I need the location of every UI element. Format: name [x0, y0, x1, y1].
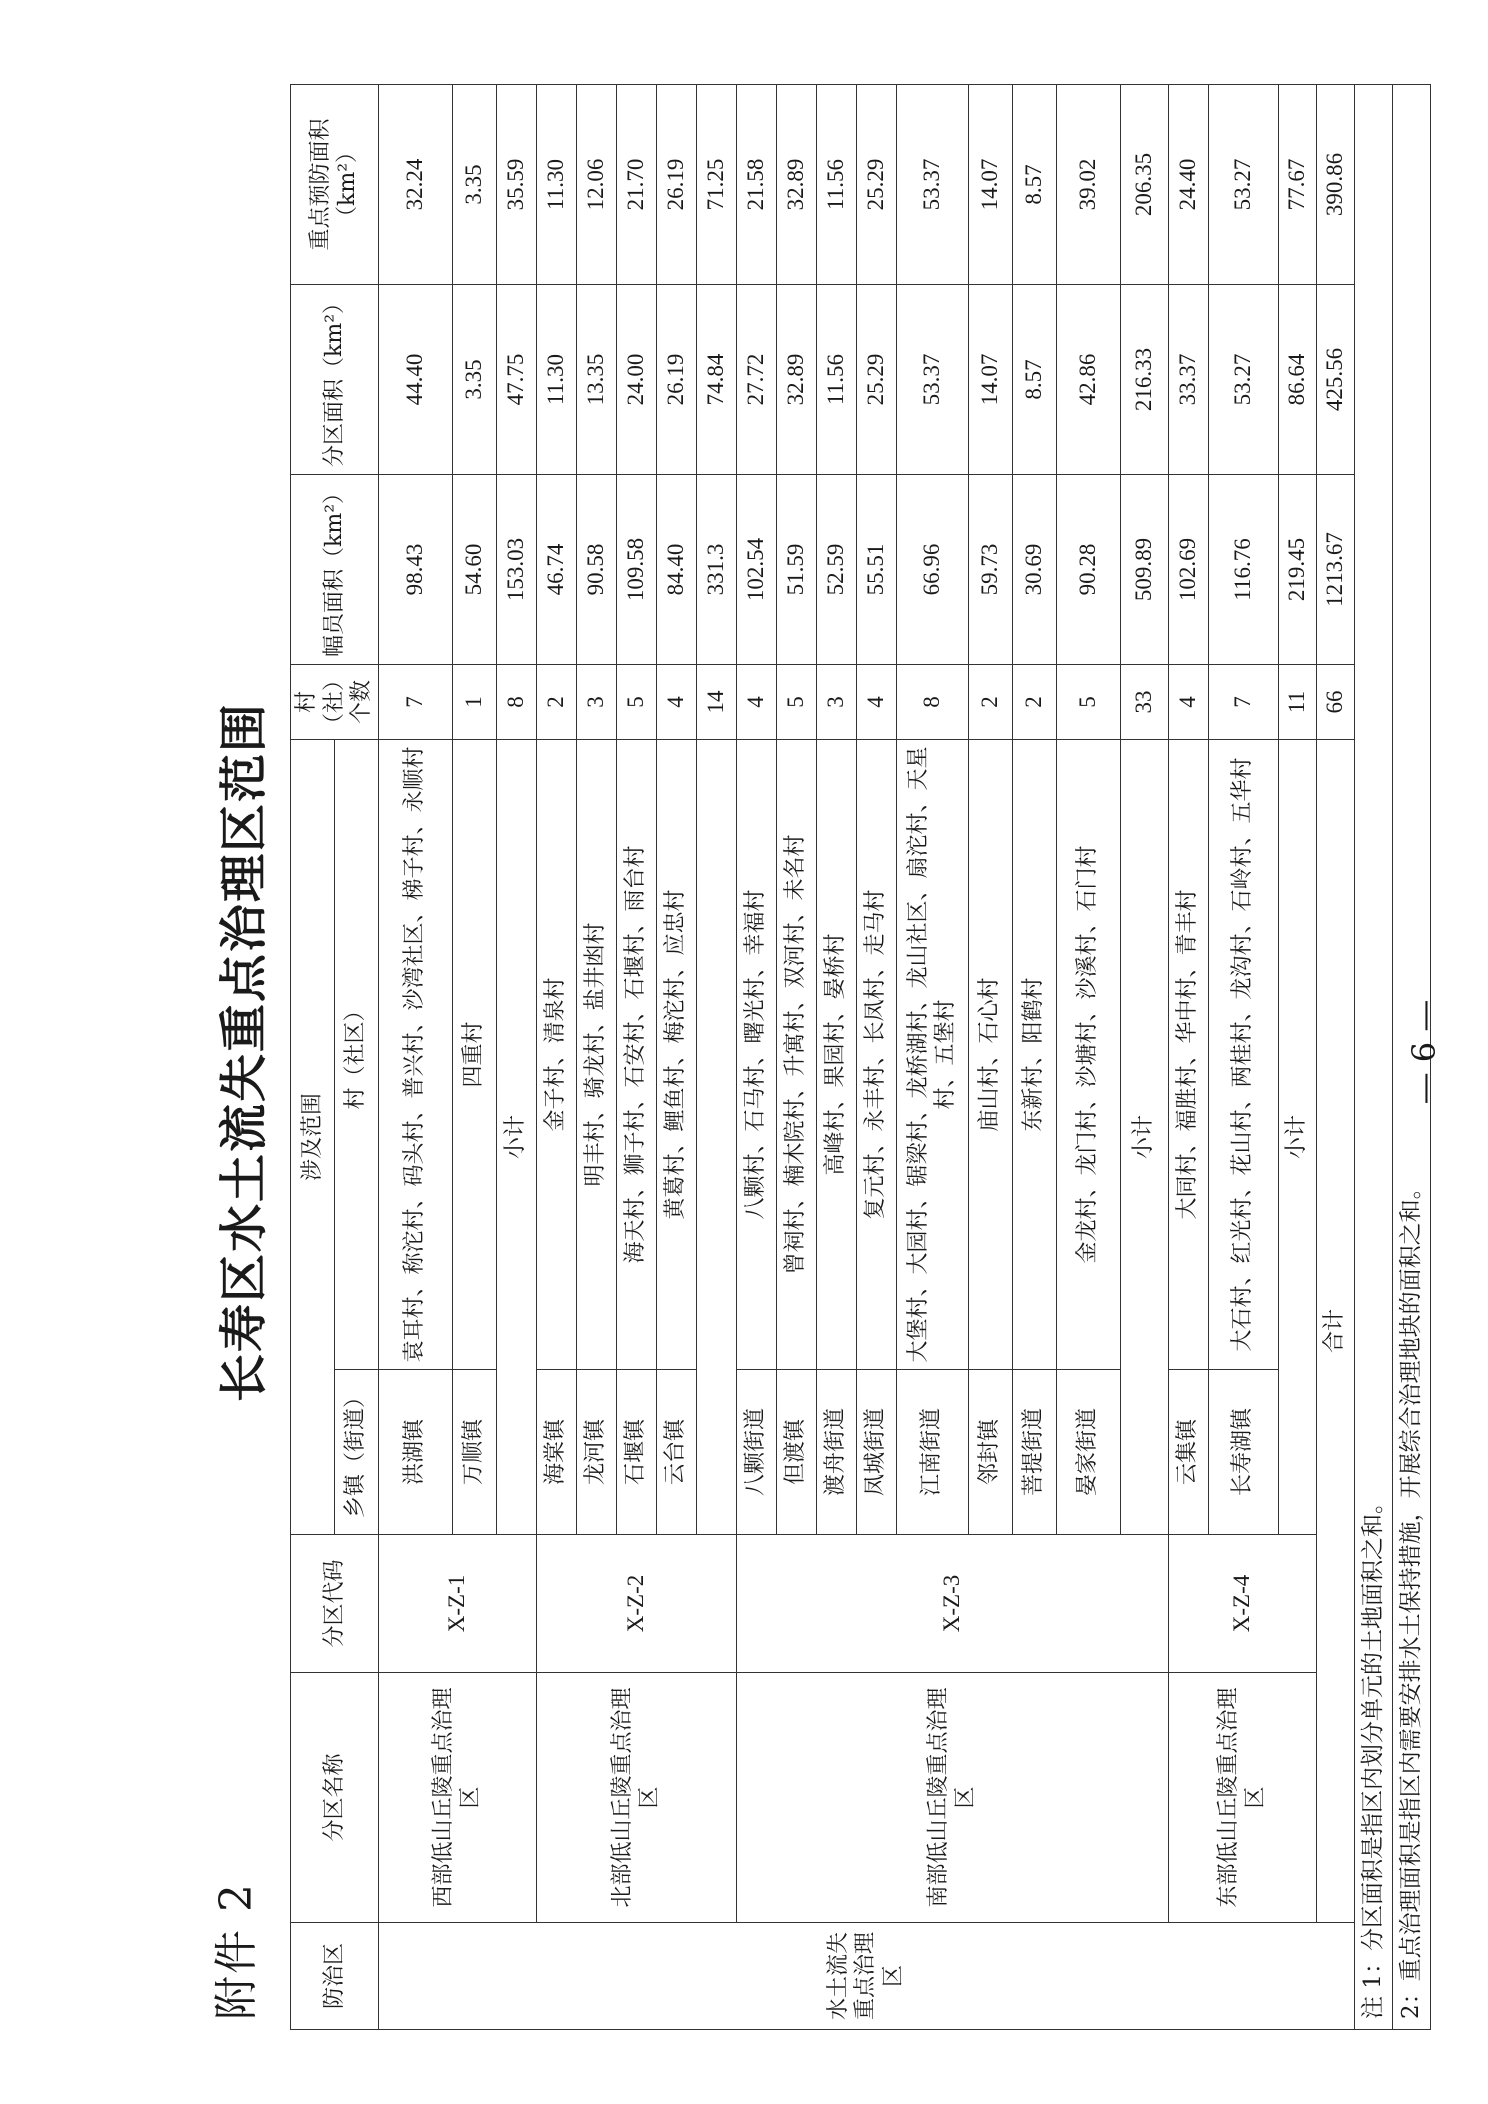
header-subzone-name: 分区名称 [291, 1673, 379, 1923]
town-cell: 但渡镇 [776, 1370, 816, 1535]
header-involved: 涉及范围 [291, 739, 335, 1534]
key-area-cell: 53.27 [1208, 84, 1278, 284]
subzone-code: X-Z-1 [378, 1535, 536, 1673]
key-area-cell: 25.29 [856, 84, 896, 284]
count-cell: 33 [1120, 664, 1168, 739]
total-row [1316, 84, 1354, 2029]
page-title: 长寿区水土流失重点治理区范围 [216, 702, 272, 1403]
area-cell: 509.89 [1120, 474, 1168, 664]
count-cell: 11 [1278, 664, 1316, 739]
count-cell: 5 [776, 664, 816, 739]
subzone-code: X-Z-4 [1168, 1535, 1316, 1673]
village-cell: 庙山村、石心村 [968, 739, 1012, 1369]
subzone-area-cell: 27.72 [736, 284, 776, 474]
village-cell: 东新村、阳鹤村 [1012, 739, 1056, 1369]
key-area-cell: 77.67 [1278, 84, 1316, 284]
key-area-cell: 32.89 [776, 84, 816, 284]
village-cell: 大堡村、大园村、锯梁村、龙桥湖村、龙山社区、扇沱村、天星村、五堡村 [896, 739, 968, 1369]
area-cell: 84.40 [656, 474, 696, 664]
subzone-area-cell: 47.75 [496, 284, 536, 474]
town-cell: 晏家街道 [1056, 1370, 1120, 1535]
village-cell: 大石村、红光村、花山村、两桂村、龙沟村、石岭村、五华村 [1208, 739, 1278, 1369]
subzone-area-cell: 13.35 [576, 284, 616, 474]
key-area-cell: 8.57 [1012, 84, 1056, 284]
subzone-area-cell: 42.86 [1056, 284, 1120, 474]
village-cell: 高峰村、果园村、晏桥村 [816, 739, 856, 1369]
page-number: — 6 — [1405, 999, 1443, 1105]
key-area-cell: 206.35 [1120, 84, 1168, 284]
village-cell: 金子村、清泉村 [536, 739, 576, 1369]
village-cell: 金龙村、龙门村、沙塘村、沙溪村、石门村 [1056, 739, 1120, 1369]
count-cell: 5 [1056, 664, 1120, 739]
town-cell: 凤城街道 [856, 1370, 896, 1535]
town-cell: 洪湖镇 [378, 1370, 452, 1535]
subzone-area-cell: 14.07 [968, 284, 1012, 474]
subzone-code: X-Z-2 [536, 1535, 736, 1673]
area-cell: 90.58 [576, 474, 616, 664]
subtotal-label: 小计 [1278, 739, 1316, 1534]
key-area-cell: 71.25 [696, 84, 736, 284]
header-town: 乡镇（街道） [334, 1370, 378, 1535]
count-cell: 2 [968, 664, 1012, 739]
count-cell: 3 [816, 664, 856, 739]
subzone-area-cell: 44.40 [378, 284, 452, 474]
count-cell: 4 [1168, 664, 1208, 739]
area-cell: 90.28 [1056, 474, 1120, 664]
subzone-name: 东部低山丘陵重点治理区 [1168, 1673, 1316, 1923]
table-row [736, 84, 776, 2029]
subzone-area-cell: 74.84 [696, 284, 736, 474]
subzone-area-cell: 8.57 [1012, 284, 1056, 474]
area-cell: 51.59 [776, 474, 816, 664]
subzone-area-cell: 11.56 [816, 284, 856, 474]
key-area-cell: 21.58 [736, 84, 776, 284]
count-cell: 5 [616, 664, 656, 739]
area-cell: 66.96 [896, 474, 968, 664]
area-cell: 1213.67 [1316, 474, 1354, 664]
count-cell: 7 [1208, 664, 1278, 739]
attachment-label: 附件 2 [211, 1882, 262, 2020]
area-cell: 98.43 [378, 474, 452, 664]
header-zone: 防治区 [291, 1923, 379, 2030]
town-cell: 海棠镇 [536, 1370, 576, 1535]
town-cell: 长寿湖镇 [1208, 1370, 1278, 1535]
subtotal-label: 小计 [1120, 739, 1168, 1534]
village-cell: 黄葛村、鲤鱼村、梅沱村、应忠村 [656, 739, 696, 1369]
subtotal-label [696, 739, 736, 1534]
governance-table [290, 84, 1431, 2030]
count-cell: 8 [496, 664, 536, 739]
village-cell: 大同村、福胜村、华中村、青丰村 [1168, 739, 1208, 1369]
header-village: 村（社区） [334, 739, 378, 1369]
total-label: 合计 [1316, 739, 1354, 1922]
town-cell: 渡舟街道 [816, 1370, 856, 1535]
subzone-name: 南部低山丘陵重点治理区 [736, 1673, 1168, 1923]
key-area-cell: 24.40 [1168, 84, 1208, 284]
area-cell: 46.74 [536, 474, 576, 664]
area-cell: 109.58 [616, 474, 656, 664]
table-row [536, 84, 576, 2029]
count-cell: 1 [452, 664, 496, 739]
count-cell: 2 [536, 664, 576, 739]
village-cell: 复元村、永丰村、长凤村、走马村 [856, 739, 896, 1369]
subzone-area-cell: 53.27 [1208, 284, 1278, 474]
area-cell: 55.51 [856, 474, 896, 664]
subzone-area-cell: 32.89 [776, 284, 816, 474]
subzone-area-cell: 33.37 [1168, 284, 1208, 474]
key-area-cell: 14.07 [968, 84, 1012, 284]
town-cell: 云集镇 [1168, 1370, 1208, 1535]
area-cell: 102.54 [736, 474, 776, 664]
count-cell: 8 [896, 664, 968, 739]
count-cell: 4 [736, 664, 776, 739]
key-area-cell: 11.56 [816, 84, 856, 284]
key-area-cell: 26.19 [656, 84, 696, 284]
subzone-code: X-Z-3 [736, 1535, 1168, 1673]
header-area: 幅员面积（km²） [291, 474, 379, 664]
area-cell: 116.76 [1208, 474, 1278, 664]
town-cell: 龙河镇 [576, 1370, 616, 1535]
key-area-cell: 390.86 [1316, 84, 1354, 284]
area-cell: 102.69 [1168, 474, 1208, 664]
village-cell: 八颗村、石马村、曙光村、幸福村 [736, 739, 776, 1369]
village-cell: 袁耳村、称沱村、码头村、普兴村、沙湾社区、梯子村、永顺村 [378, 739, 452, 1369]
town-cell: 八颗街道 [736, 1370, 776, 1535]
village-cell: 曾祠村、楠木院村、升寓村、双河村、未名村 [776, 739, 816, 1369]
area-cell: 219.45 [1278, 474, 1316, 664]
village-cell: 明丰村、骑龙村、盐井凼村 [576, 739, 616, 1369]
header-village-count: 村（社）个数 [291, 664, 379, 739]
count-cell: 7 [378, 664, 452, 739]
town-cell: 江南街道 [896, 1370, 968, 1535]
note-1: 注 1：分区面积是指区内划分单元的土地面积之和。 [1354, 84, 1392, 2029]
key-area-cell: 3.35 [452, 84, 496, 284]
area-cell: 59.73 [968, 474, 1012, 664]
town-cell: 云台镇 [656, 1370, 696, 1535]
subzone-area-cell: 53.37 [896, 284, 968, 474]
subzone-area-cell: 86.64 [1278, 284, 1316, 474]
zone-cell: 水土流失重点治理区 [378, 1923, 1354, 2030]
count-cell: 4 [856, 664, 896, 739]
area-cell: 54.60 [452, 474, 496, 664]
subzone-area-cell: 25.29 [856, 284, 896, 474]
subzone-area-cell: 425.56 [1316, 284, 1354, 474]
subzone-area-cell: 216.33 [1120, 284, 1168, 474]
subzone-area-cell: 11.30 [536, 284, 576, 474]
area-cell: 52.59 [816, 474, 856, 664]
header-subzone-area: 分区面积（km²） [291, 284, 379, 474]
table-row [1168, 84, 1208, 2029]
subzone-area-cell: 26.19 [656, 284, 696, 474]
note-2: 2：重点治理面积是指区内需要安排水土保持措施，开展综合治理地块的面积之和。 [1392, 84, 1430, 2029]
key-area-cell: 39.02 [1056, 84, 1120, 284]
town-cell: 邻封镇 [968, 1370, 1012, 1535]
key-area-cell: 12.06 [576, 84, 616, 284]
key-area-cell: 35.59 [496, 84, 536, 284]
town-cell: 石堰镇 [616, 1370, 656, 1535]
area-cell: 331.3 [696, 474, 736, 664]
village-cell: 海天村、狮子村、石安村、石堰村、雨台村 [616, 739, 656, 1369]
key-area-cell: 32.24 [378, 84, 452, 284]
subzone-area-cell: 3.35 [452, 284, 496, 474]
town-cell: 菩提街道 [1012, 1370, 1056, 1535]
subzone-area-cell: 24.00 [616, 284, 656, 474]
key-area-cell: 11.30 [536, 84, 576, 284]
count-cell: 4 [656, 664, 696, 739]
village-cell: 四重村 [452, 739, 496, 1369]
note-row [1354, 84, 1392, 2029]
key-area-cell: 21.70 [616, 84, 656, 284]
header-subzone-code: 分区代码 [291, 1535, 379, 1673]
subtotal-label: 小计 [496, 739, 536, 1534]
town-cell: 万顺镇 [452, 1370, 496, 1535]
count-cell: 66 [1316, 664, 1354, 739]
count-cell: 2 [1012, 664, 1056, 739]
count-cell: 3 [576, 664, 616, 739]
area-cell: 153.03 [496, 474, 536, 664]
table-row [378, 84, 452, 2029]
key-area-cell: 53.37 [896, 84, 968, 284]
count-cell: 14 [696, 664, 736, 739]
header-key-area: 重点预防面积（km²） [291, 84, 379, 284]
area-cell: 30.69 [1012, 474, 1056, 664]
subzone-name: 西部低山丘陵重点治理区 [378, 1673, 536, 1923]
subzone-name: 北部低山丘陵重点治理区 [536, 1673, 736, 1923]
